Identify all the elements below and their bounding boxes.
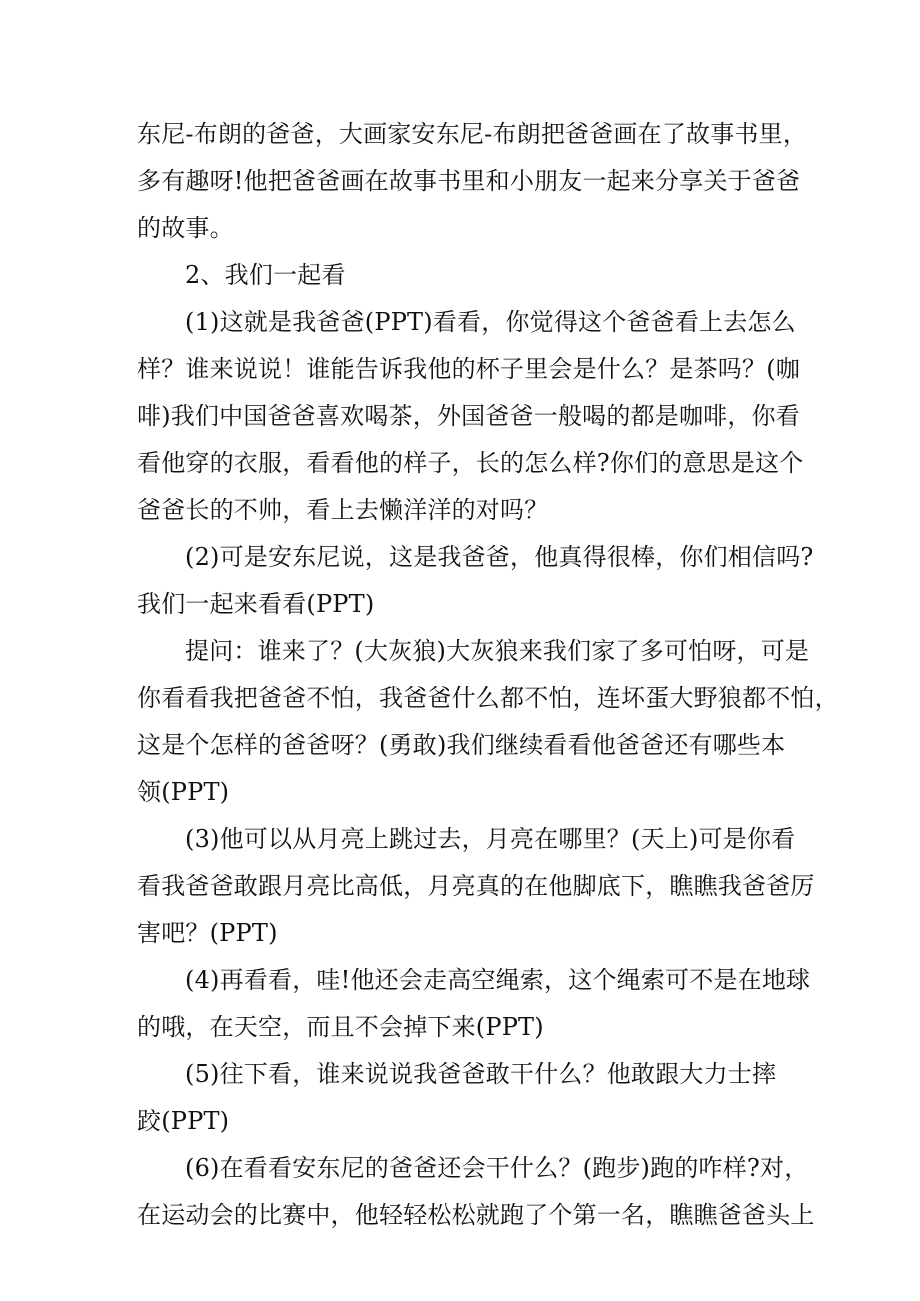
- text-line: 领(PPT): [137, 778, 230, 806]
- text-line: 提问：谁来了？(大灰狼)大灰狼来我们家了多可怕呀，可是: [185, 637, 810, 665]
- text-line: 样？谁来说说！谁能告诉我他的杯子里会是什么？是茶吗？(咖: [137, 355, 800, 383]
- text-line: (6)在看看安东尼的爸爸还会干什么？(跑步)跑的咋样?对，: [185, 1154, 809, 1182]
- text-line: 爸爸长的不帅，看上去懒洋洋的对吗？: [137, 496, 549, 524]
- text-line: 啡)我们中国爸爸喜欢喝茶，外国爸爸一般喝的都是咖啡，你看: [137, 402, 800, 430]
- text-line: 这是个怎样的爸爸呀？(勇敢)我们继续看看他爸爸还有哪些本: [137, 731, 786, 759]
- text-line: 看我爸爸敢跟月亮比高低，月亮真的在他脚底下，瞧瞧我爸爸厉: [137, 872, 815, 900]
- text-line: 在运动会的比赛中，他轻轻松松就跑了个第一名，瞧瞧爸爸头上: [137, 1201, 815, 1229]
- document-body: [137, 111, 839, 1239]
- text-line: 害吧？(PPT): [137, 919, 278, 947]
- text-line: 多有趣呀!他把爸爸画在故事书里和小朋友一起来分享关于爸爸: [137, 167, 801, 195]
- text-line: 的故事。: [137, 214, 234, 242]
- text-line: 看他穿的衣服，看看他的样子，长的怎么样?你们的意思是这个: [137, 449, 804, 477]
- text-line: 东尼-布朗的爸爸，大画家安东尼-布朗把爸爸画在了故事书里，: [137, 120, 808, 148]
- text-line: 我们一起来看看(PPT): [137, 590, 375, 618]
- text-line: (1)这就是我爸爸(PPT)看看，你觉得这个爸爸看上去怎么: [185, 308, 796, 336]
- text-line: 跤(PPT): [137, 1107, 230, 1135]
- text-line: (5)往下看，谁来说说我爸爸敢干什么？他敢跟大力士摔: [185, 1060, 777, 1088]
- text-line: (4)再看看，哇!他还会走高空绳索，这个绳索可不是在地球: [185, 966, 811, 994]
- text-line: 的哦，在天空，而且不会掉下来(PPT): [137, 1013, 544, 1041]
- section-heading: 2、我们一起看: [185, 261, 346, 289]
- text-line: (2)可是安东尼说，这是我爸爸，他真得很棒，你们相信吗?: [185, 543, 814, 571]
- text-line: (3)他可以从月亮上跳过去，月亮在哪里？(天上)可是你看: [185, 825, 796, 853]
- text-line: 你看看我把爸爸不怕，我爸爸什么都不怕，连坏蛋大野狼都不怕，: [137, 684, 839, 712]
